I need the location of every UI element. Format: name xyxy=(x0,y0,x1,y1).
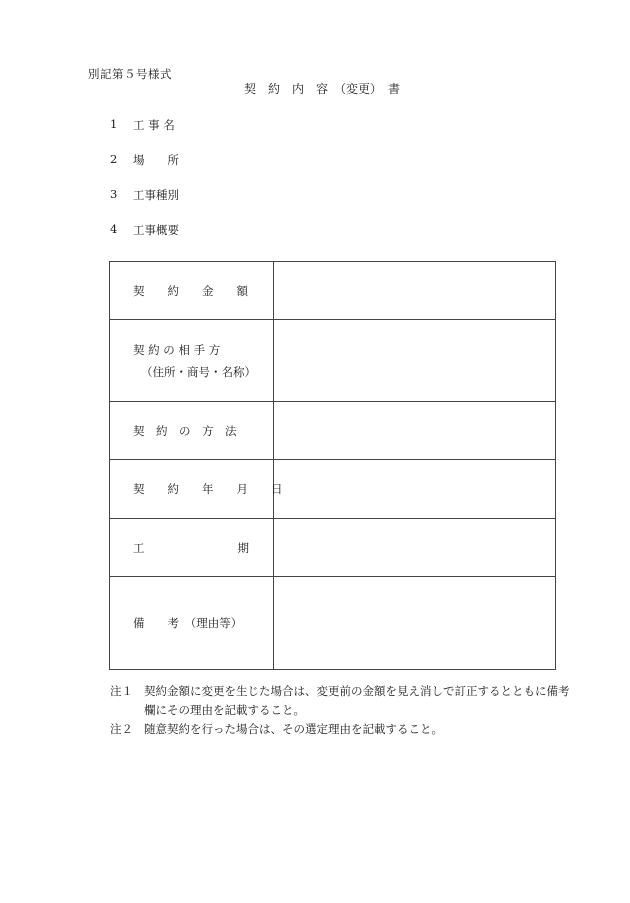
date-value-cell[interactable] xyxy=(274,460,556,519)
row-label-period-left: 工 xyxy=(133,540,145,555)
footnotes xyxy=(110,682,580,739)
row-label-date: 契 約 年 月 日 xyxy=(133,482,283,496)
list-item xyxy=(110,117,179,152)
document-title: 契 約 内 容 （変更） 書 xyxy=(244,82,401,96)
label-cell xyxy=(110,460,283,519)
table-row xyxy=(110,460,556,519)
table-row xyxy=(110,320,556,402)
label-cell xyxy=(110,519,274,577)
period-value-cell[interactable] xyxy=(274,519,556,577)
table-row xyxy=(110,402,556,460)
label-cell xyxy=(110,402,274,460)
item-label: 工事概要 xyxy=(133,223,179,237)
footnote xyxy=(110,682,580,720)
item-number: 3 xyxy=(110,187,118,201)
footnote-text: 契約金額に変更を生じた場合は、変更前の金額を見え消しで訂正するとともに備考欄にその理由を記載すること。 xyxy=(144,684,570,717)
footnote xyxy=(110,720,580,739)
item-label: 場 所 xyxy=(133,153,179,167)
contract-table xyxy=(109,261,556,670)
method-value-cell[interactable] xyxy=(274,402,556,460)
remarks-value-cell[interactable] xyxy=(274,577,556,670)
label-cell xyxy=(110,262,274,320)
item-number: 1 xyxy=(110,117,118,131)
label-cell xyxy=(110,577,274,670)
footnote-label: 注１ xyxy=(110,684,133,698)
list-item xyxy=(110,222,179,257)
table-row xyxy=(110,262,556,320)
amount-value-cell[interactable] xyxy=(274,262,556,320)
item-number: 4 xyxy=(110,222,118,236)
footnote-label: 注２ xyxy=(110,722,133,736)
list-item xyxy=(110,152,179,187)
row-label-amount: 契 約 金 額 xyxy=(133,283,248,298)
row-label-method: 契 約 の 方 法 xyxy=(133,423,237,438)
list-item xyxy=(110,187,179,222)
form-number: 別記第５号様式 xyxy=(88,67,172,81)
table-row xyxy=(110,577,556,670)
footnote-text: 随意契約を行った場合は、その選定理由を記載すること。 xyxy=(144,722,443,736)
work-item-list xyxy=(110,117,179,257)
item-label: 工 事 名 xyxy=(133,118,175,132)
row-label-counterparty: 契 約 の 相 手 方 xyxy=(133,342,221,357)
counterparty-value-cell[interactable] xyxy=(274,320,556,402)
row-label-remarks: 備 考 （理由等） xyxy=(133,616,243,630)
row-label-period-right: 期 xyxy=(237,540,249,555)
table-row xyxy=(110,519,556,577)
row-sublabel-counterparty: （住所・商号・名称） xyxy=(141,364,256,379)
label-cell xyxy=(110,320,274,402)
item-label: 工事種別 xyxy=(133,188,179,202)
item-number: 2 xyxy=(110,152,118,166)
